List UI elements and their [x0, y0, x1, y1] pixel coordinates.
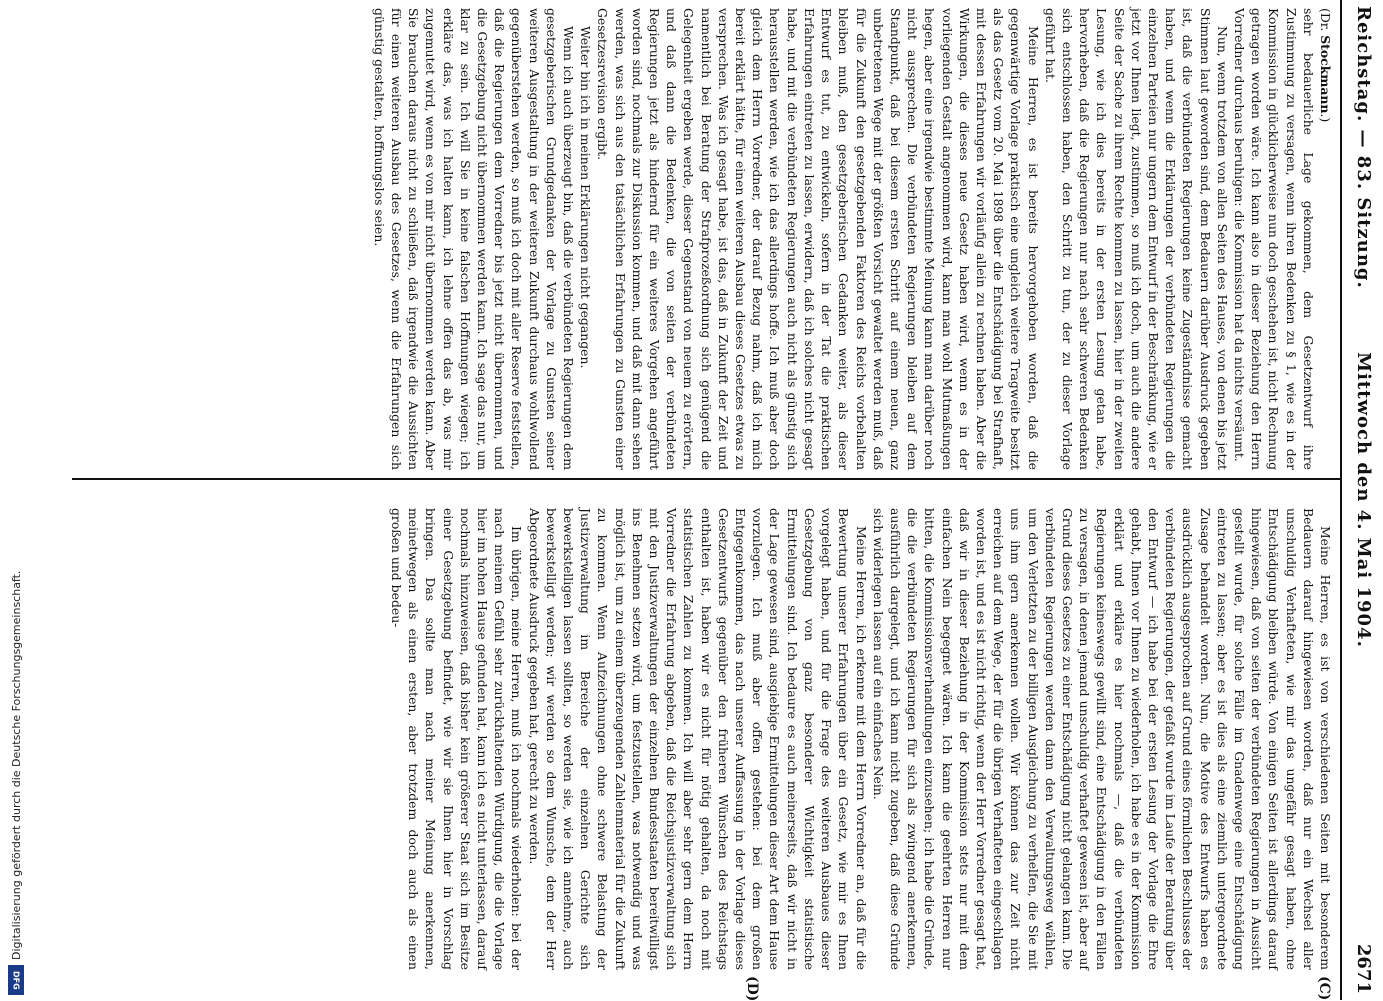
speaker-suffix: .)	[1318, 113, 1333, 123]
column-divider	[72, 478, 1340, 480]
paragraph: Wenn ich auch überzeugt bin, daß die verbündeten Regierungen dem gesetzgeberischen Grundgedanken der Vorlage zu Gunsten seiner weiteren Ausgestaltung in der weiteren Zukunft durchaus wohlwollend gegenüberstehen werden, so muß ich doch mit aller Reserve feststellen, daß die Regierungen dem Vorredner bis jetzt nicht übernommen, und die Gesetzgebung nicht übernommen werden kann. Ich sage das nur, um klar zu sein. Ich will Sie in keine falschen Hoffnungen wiegen; ich erkläre das, was ich halten kann, ich lehne offen das ab, was mir zugemutet wird, wenn es von mir nicht übernommen werden kann. Aber Sie brauchen daraus nicht zu schließen, daß irgendwie die Aussichten für einen weiteren Ausbau des Gesetzes, wenn die Erfahrungen sich günstig gestalten, hoffnungslos seien.	[371, 8, 577, 470]
paragraph: Weiter bin ich in meinen Erklärungen nicht gegangen.	[578, 26, 594, 369]
page-number: 2671	[1353, 943, 1374, 994]
digitization-credit-text: Digitalisierung gefördert durch die Deutsche Forschungsgemeinschaft.	[10, 570, 23, 960]
dfg-logo: DFG	[8, 965, 24, 995]
digitization-credit-strip	[0, 0, 40, 1000]
document-page	[70, 0, 1380, 1000]
left-column	[371, 8, 1334, 470]
speaker-prefix: (Dr.	[1318, 8, 1333, 36]
paragraph: Im übrigen, meine Herren, muß ich nochmals wiederholen: bei der nach meinem Gefühl sehr zurückhaltenden Würdigung, die die Vorlage hier im hohen Hause gefunden hat, kann ich es nicht unterlassen, darauf nochmals hinzuweisen, daß bisher kein größerer Staat sich im Besitze einer Gesetzgebung befindet, wie wir sie Ihnen hier in Vorschlag bringen. Das sollte man nach meiner Meinung anerkennen, meinetwegen als einen ersten, aber trotzdem doch auch als einen großen und bedeu-	[389, 508, 525, 970]
header-session: Reichstag. — 83. Sitzung.	[1353, 6, 1374, 289]
page-header	[1340, 0, 1380, 1000]
margin-mark-d: (D)	[744, 976, 760, 1001]
speaker-line	[1317, 8, 1334, 470]
speaker-name: Stockmann	[1318, 35, 1333, 114]
right-column	[388, 508, 1334, 970]
paragraph: Meine Herren, es ist bereits hervorgehoben worden, daß die gegenwärtige Vorlage praktisch eine ungleich weitere Tragweite besitzt als das Gesetz vom 20. Mai 1898 über die Entschädigung bei Strafhaft, mit dessen Erfahrungen wir vorläufig allein zu rechnen haben. Aber die Wirkungen, die dieses neue Gesetz haben wird, wenn es in der vorliegenden Gestalt angenommen wird, kann man wohl Mutmaßungen hegen, aber eine irgendwie bestimmte Meinung kann man darüber noch nicht aussprechen. Die verbündeten Regierungen bleiben auf dem Standpunkt, daß bei diesem ersten Schritt auf einem neuen, ganz unbetretenen Wege mit der größten Vorsicht gewaltet werden muß, daß für die Zukunft den gesetzgebenden Faktoren des Reichs vorbehalten bleiben muß, den gesetzgeberischen Gedanken weiter, als dieser Entwurf es tut, zu entwickeln, sofern in der Tat die praktischen Erfahrungen eintreten zu lassen, erwidern, daß ich solches nicht gesagt habe, und mit die verbündeten Regierungen auch nicht als günstig sich herausstellen werden, wie ich das allerdings hoffe. Ich muß aber doch gleich dem Herrn Vorredner, der darauf Bezug nahm, daß ich mich bereit erklärt hätte, für einen weiteren Ausbau dieses Gesetzes etwas zu versprechen. Was ich gesagt habe, ist das, daß in Zukunft der Zeit und namentlich bei Beratung der Strafprozeßordnung sich genügend die Gelegenheit ergeben werde, dieser Gegenstand von neuem zu erörtern, und daß dann die Bedenken, die von seiten der verbündeten Regierungen jetzt als hindernd für ein weiteres Vorgehen angeführt worden sind, nochmals zur Diskussion kommen, und daß mit dann sehen werden, was sich aus den tatsächlichen Erfahrungen zu Gunsten einer Gesetzesrevision ergibt.	[595, 8, 1041, 470]
paragraph: Nun, wenn trotzdem von allen Seiten des Hauses, von denen bis jetzt Stimmen laut geworden sind, dem Bedauern darüber Ausdruck gegeben ist, daß die verbündeten Regierungen keine Zugeständnisse gemacht haben, und wenn die Erklärungen der verbündeten Regierungen die einzelnen Parteien nur ungern dem Entwurf in der Beschränkung, wie er jetzt vor Ihnen liegt, zustimmen, so muß ich doch, um auch die andere Seite der Sache zu ihrem Rechte kommen zu lassen, hier in der zweiten Lesung, wie ich dies bereits in der ersten Lesung getan habe, hervorheben, daß die Regierungen nur nach sehr schweren Bedenken sich entschlossen haben, den Schritt zu tun, der zu dieser Vorlage geführt hat.	[1042, 8, 1230, 470]
header-date: Mittwoch den 4. Mai 1904.	[1353, 352, 1374, 648]
margin-mark-c: (C)	[1316, 976, 1332, 1001]
paragraph: sehr bedauerliche Lage gekommen, dem Gesetzentwurf ihre Zustimmung zu versagen, wenn ihren Bedenken zu § 1, wie es in der Kommission in glücklicherweise nun doch geschehen ist, nicht Rechnung getragen worden wäre. Ich kann also in dieser Beziehung den Herrn Vorredner durchaus beruhigen: die Kommission hat da nichts versäumt.	[1231, 8, 1316, 470]
paragraph: Meine Herren, ich erkenne mit dem Herrn Vorredner an, daß für die Bewertung unserer Erfahrungen über ein Gesetz, wie mir es Ihnen vorgelegt haben, und für die Frage des weiteren Ausbaues dieser Gesetzgebung von ganz besonderer Wichtigkeit statistische Ermittelungen sind. Ich bedaure es auch meinerseits, daß wir nicht in der Lage gewesen sind, ausgiebige Ermittelungen dieser Art dem Hause vorzulegen. Ich muß aber offen gestehen: bei dem großen Entgegenkommen, das nach unserer Auffassung in der Vorlage dieses Gesetzentwurfs gegenüber den früheren Wünschen des Reichstags enthalten ist, haben wir es nicht für nötig gehalten, da noch mit statistischen Zahlen zu kommen. Ich will aber sehr gern dem Herrn Vorredner die Erfahrung abgeben, daß die Reichsjustizverwaltung sich mit den Justizverwaltungen der einzelnen Bundesstaaten bereitwilligst ins Benehmen setzen wird, um festzustellen, was notwendig und was möglich ist, um zu einem überzeugenden Zahlenmaterial für die Zukunft zu kommen. Wenn Aufzeichnungen ohne schwere Belastung der Justizverwaltung im Bereiche der einzelnen Gerichte sich bewerkstelligen lassen sollten, so werden sie, wie ich annehme, auch bewerkstelligt werden; wir werden so dem Wunsche, dem der Herr Abgeordnete Ausdruck gegeben hat, gerecht zu werden.	[526, 508, 869, 970]
paragraph: Meine Herren, es ist von verschiedenen Seiten mit besonderem Bedauern darauf hingewiesen worden, daß nur ein Wechsel aller unschuldig Verhafteten, wie mir das ungefähr gesagt haben, ohne Entschädigung bleiben würde. Von einigen Seiten ist allerdings darauf hingewiesen, daß von seiten der verbündeten Regierungen in Aussicht gestellt wurde, für solche Fälle im Gnadenwege eine Entschädigung eintreten zu lassen; aber es ist dies als eine ziemlich untergeordnete Zusage behandelt worden. Nun, die Motive des Entwurfs haben es ausdrücklich ausgesprochen auf Grund eines förmlichen Beschlusses der verbündeten Regierungen, der gefaßt wurde im Laufe der Beratung über den Entwurf — ich habe bei der ersten Lesung der Vorlage die Ehre gehabt, Ihnen vor Ihnen zu wiederholen, ich habe es in der Kommission erklärt und erkläre es hier nochmals —, daß die verbündeten Regierungen keineswegs gewillt sind, eine Entschädigung in den Fällen zu versagen, in denen jemand unschuldig verhaftet gewesen ist, aber auf Grund dieses Gesetzes zu einer Entschädigung nicht gelangen kann. Die verbündeten Regierungen werden dann den Verwaltungsweg wählen, um den Verletzten zu der billigen Ausgleichung zu verhelfen, die Sie mit uns ihm gern anerkennen wollen. Wir können das zur Zeit nicht erreichen auf dem Wege, der für die übrigen Verhafteten eingeschlagen worden ist, und es ist nicht richtig, wenn der Herr Vorredner gesagt hat, daß wir in dieser Beziehung in der Kommission stets nur mit dem einfachen Nein begegnet wären. Ich kann die geehrten Herren nur bitten, die Kommissionsverhandlungen einzusehen; ich habe die Gründe, die die verbündeten Regierungen für sich als zwingend anerkennen, ausführlich dargelegt, und ich kann nicht zugeben, daß diese Gründe sich widerlegen lassen auf ein einfaches Nein.	[870, 508, 1333, 970]
